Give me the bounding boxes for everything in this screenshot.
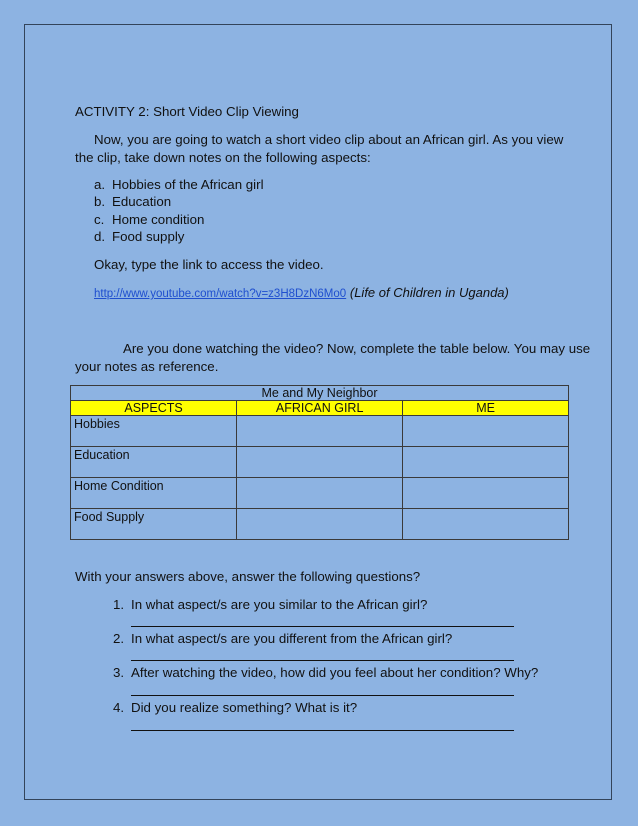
row-label-education: Education: [71, 447, 237, 478]
answer-line-4[interactable]: [131, 730, 514, 731]
done-line-2: your notes as reference.: [75, 359, 219, 374]
aspect-item-b: Education: [112, 194, 172, 209]
activity-title: ACTIVITY 2: Short Video Clip Viewing: [75, 104, 299, 119]
table-title: Me and My Neighbor: [71, 386, 569, 401]
aspect-item-c: Home condition: [112, 212, 205, 227]
cell-me-hobbies[interactable]: [403, 416, 569, 447]
cell-african-girl-food-supply[interactable]: [237, 509, 403, 540]
aspect-item-d: Food supply: [112, 229, 185, 244]
cell-me-food-supply[interactable]: [403, 509, 569, 540]
aspect-marker-b: b.: [94, 194, 106, 209]
cell-me-education[interactable]: [403, 447, 569, 478]
aspect-marker-a: a.: [94, 177, 106, 192]
question-text-2: In what aspect/s are you different from the African girl?: [131, 631, 453, 646]
question-number-2: 2.: [113, 631, 125, 646]
question-number-4: 4.: [113, 700, 125, 715]
intro-line-2: the clip, take down notes on the following aspects:: [75, 150, 371, 165]
row-label-food-supply: Food Supply: [71, 509, 237, 540]
answer-line-3[interactable]: [131, 695, 514, 696]
question-number-1: 1.: [113, 597, 125, 612]
cell-african-girl-education[interactable]: [237, 447, 403, 478]
link-prompt: Okay, type the link to access the video.: [94, 257, 324, 272]
question-text-3: After watching the video, how did you feel about her condition? Why?: [131, 665, 539, 680]
question-number-3: 3.: [113, 665, 125, 680]
aspect-marker-d: d.: [94, 229, 106, 244]
cell-me-home-condition[interactable]: [403, 478, 569, 509]
aspect-marker-c: c.: [94, 212, 105, 227]
neighbor-table: [70, 385, 569, 540]
row-label-hobbies: Hobbies: [71, 416, 237, 447]
header-african-girl: AFRICAN GIRL: [237, 401, 403, 416]
answer-line-2[interactable]: [131, 660, 514, 661]
video-link[interactable]: http://www.youtube.com/watch?v=z3H8DzN6Mo0: [94, 288, 347, 300]
done-line-1: Are you done watching the video? Now, complete the table below. You may use: [123, 341, 591, 356]
header-me: ME: [403, 401, 569, 416]
header-aspects: ASPECTS: [71, 401, 237, 416]
answer-line-1[interactable]: [131, 626, 514, 627]
video-caption: (Life of Children in Uganda): [349, 285, 509, 300]
cell-african-girl-home-condition[interactable]: [237, 478, 403, 509]
questions-intro: With your answers above, answer the following questions?: [75, 569, 421, 584]
question-text-4: Did you realize something? What is it?: [131, 700, 358, 715]
cell-african-girl-hobbies[interactable]: [237, 416, 403, 447]
intro-line-1: Now, you are going to watch a short video clip about an African girl. As you view: [94, 132, 564, 147]
question-text-1: In what aspect/s are you similar to the African girl?: [131, 597, 428, 612]
aspect-item-a: Hobbies of the African girl: [112, 177, 264, 192]
row-label-home-condition: Home Condition: [71, 478, 237, 509]
